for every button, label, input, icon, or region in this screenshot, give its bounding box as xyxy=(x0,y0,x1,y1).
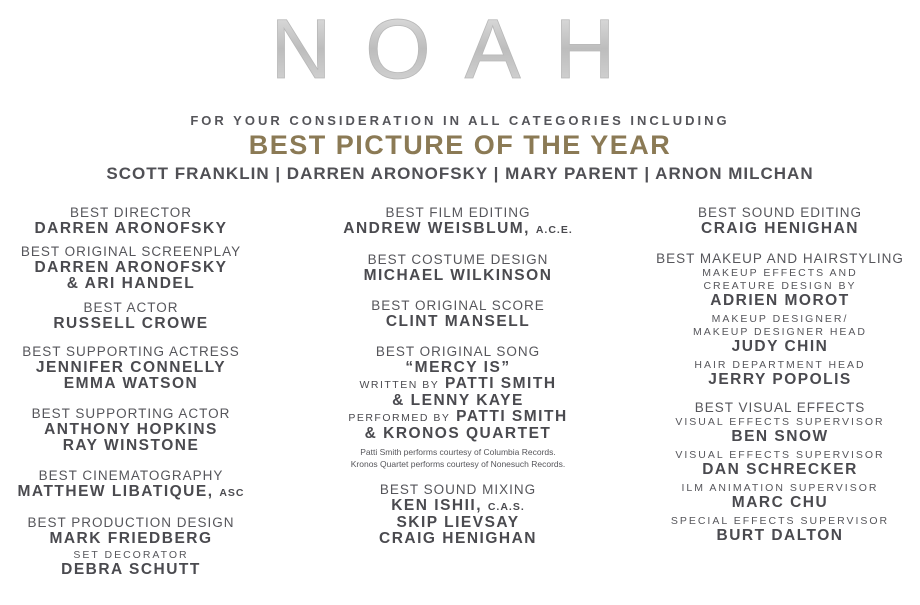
nominee-name xyxy=(327,221,589,238)
nominee-name: CRAIG HENIGHAN xyxy=(379,530,537,547)
category-label: BEST SOUND MIXING xyxy=(379,482,537,497)
nominee-name: JERRY POPOLIS xyxy=(708,371,852,388)
film-title-text: NOAH xyxy=(270,2,650,92)
category-label: BEST SOUND EDITING xyxy=(697,205,863,220)
nominee-name: DAN SCHRECKER xyxy=(702,461,858,478)
nominee-name: BEN SNOW xyxy=(731,428,829,445)
song-writers-line xyxy=(327,376,589,393)
nominee-name: MARC CHU xyxy=(731,494,829,511)
award-best-supporting-actor xyxy=(0,406,262,454)
nominee-name-text: KEN ISHII, xyxy=(391,497,483,514)
courtesy-note: Patti Smith performs courtesy of Columbia Records. xyxy=(360,447,556,457)
column-middle xyxy=(327,205,589,554)
category-label: BEST FILM EDITING xyxy=(385,205,531,220)
role-label: SET DECORATOR xyxy=(73,549,189,561)
category-label: BEST COSTUME DESIGN xyxy=(367,252,549,267)
nominee-name: & LENNY KAYE xyxy=(392,392,524,409)
award-best-visual-effects xyxy=(648,400,912,544)
role-label: VISUAL EFFECTS SUPERVISOR xyxy=(675,449,885,461)
nominee-name-text: ANDREW WEISBLUM, xyxy=(343,220,530,237)
column-right xyxy=(648,205,912,551)
category-label: BEST ORIGINAL SCREENPLAY xyxy=(20,244,242,259)
best-picture-heading: BEST PICTURE OF THE YEAR xyxy=(248,130,672,160)
award-best-original-score xyxy=(327,298,589,330)
role-label: MAKEUP EFFECTS AND xyxy=(702,267,858,279)
award-best-actor xyxy=(0,300,262,332)
nominee-name: PATTI SMITH xyxy=(456,408,568,425)
nominee-name: JENNIFER CONNELLY xyxy=(35,359,227,376)
award-best-makeup-hairstyling xyxy=(648,251,912,388)
nominee-name: & KRONOS QUARTET xyxy=(364,425,552,442)
award-best-sound-editing xyxy=(648,205,912,237)
category-label: BEST CINEMATOGRAPHY xyxy=(38,468,224,483)
nominee-name: & ARI HANDEL xyxy=(66,275,196,292)
nominee-suffix: A.C.E. xyxy=(535,224,573,236)
nominee-name: ANTHONY HOPKINS xyxy=(44,421,218,438)
nominee-suffix: ASC xyxy=(219,487,245,499)
nominee-name: DARREN ARONOFSKY xyxy=(34,259,228,276)
nominee-name xyxy=(0,484,262,501)
nominee-name: DARREN ARONOFSKY xyxy=(34,220,228,237)
category-label: BEST DIRECTOR xyxy=(69,205,193,220)
column-left xyxy=(0,205,262,585)
nominee-name: EMMA WATSON xyxy=(63,375,199,392)
award-best-sound-mixing xyxy=(327,482,589,547)
song-title: “MERCY IS” xyxy=(405,359,511,376)
nominee-name: CLINT MANSELL xyxy=(385,313,531,330)
award-best-supporting-actress xyxy=(0,344,262,392)
role-label: SPECIAL EFFECTS SUPERVISOR xyxy=(670,515,890,527)
award-best-costume-design xyxy=(327,252,589,284)
role-label: CREATURE DESIGN BY xyxy=(703,280,857,292)
award-best-original-song xyxy=(327,344,589,470)
consideration-line: FOR YOUR CONSIDERATION IN ALL CATEGORIES INCLUDING xyxy=(190,113,730,128)
award-best-production-design xyxy=(0,515,262,578)
nominee-name: DEBRA SCHUTT xyxy=(61,561,201,578)
nominee-name: ADRIEN MOROT xyxy=(710,292,850,309)
film-title-logo xyxy=(0,0,920,92)
category-label: BEST VISUAL EFFECTS xyxy=(694,400,866,415)
nominee-name-text: MATTHEW LIBATIQUE, xyxy=(17,483,214,500)
nominee-name xyxy=(327,498,589,515)
film-title xyxy=(0,0,920,92)
award-best-film-editing xyxy=(327,205,589,238)
role-label: HAIR DEPARTMENT HEAD xyxy=(694,359,866,371)
award-best-director xyxy=(0,205,262,237)
award-best-original-screenplay xyxy=(0,244,262,292)
nominee-name: MICHAEL WILKINSON xyxy=(363,267,553,284)
song-performers-line xyxy=(327,409,589,426)
category-label: BEST SUPPORTING ACTOR xyxy=(31,406,231,421)
producers-line: SCOTT FRANKLIN | DARREN ARONOFSKY | MARY PARENT | ARNON MILCHAN xyxy=(106,164,814,183)
category-label: BEST ORIGINAL SCORE xyxy=(371,298,545,313)
written-by-label: WRITTEN BY xyxy=(359,379,440,391)
nominee-suffix: C.A.S. xyxy=(487,501,525,513)
category-label: BEST ORIGINAL SONG xyxy=(375,344,541,359)
award-best-cinematography xyxy=(0,468,262,501)
nominee-name: MARK FRIEDBERG xyxy=(49,530,213,547)
nominee-name: CRAIG HENIGHAN xyxy=(701,220,859,237)
nominee-name: RUSSELL CROWE xyxy=(53,315,209,332)
nominee-name: RAY WINSTONE xyxy=(62,437,200,454)
courtesy-note: Kronos Quartet performs courtesy of Nonesuch Records. xyxy=(350,459,566,469)
performed-by-label: PERFORMED BY xyxy=(348,412,451,424)
role-label: MAKEUP DESIGNER HEAD xyxy=(692,326,867,338)
nominee-name: SKIP LIEVSAY xyxy=(396,514,520,531)
category-label: BEST MAKEUP AND HAIRSTYLING xyxy=(656,251,904,266)
nominee-name: JUDY CHIN xyxy=(731,338,829,355)
role-label: VISUAL EFFECTS SUPERVISOR xyxy=(675,416,885,428)
category-label: BEST PRODUCTION DESIGN xyxy=(27,515,235,530)
category-label: BEST SUPPORTING ACTRESS xyxy=(22,344,240,359)
role-label: ILM ANIMATION SUPERVISOR xyxy=(681,482,879,494)
nominee-name: BURT DALTON xyxy=(716,527,844,544)
category-label: BEST ACTOR xyxy=(83,300,179,315)
nominee-name: PATTI SMITH xyxy=(445,375,557,392)
role-label: MAKEUP DESIGNER/ xyxy=(711,313,849,325)
